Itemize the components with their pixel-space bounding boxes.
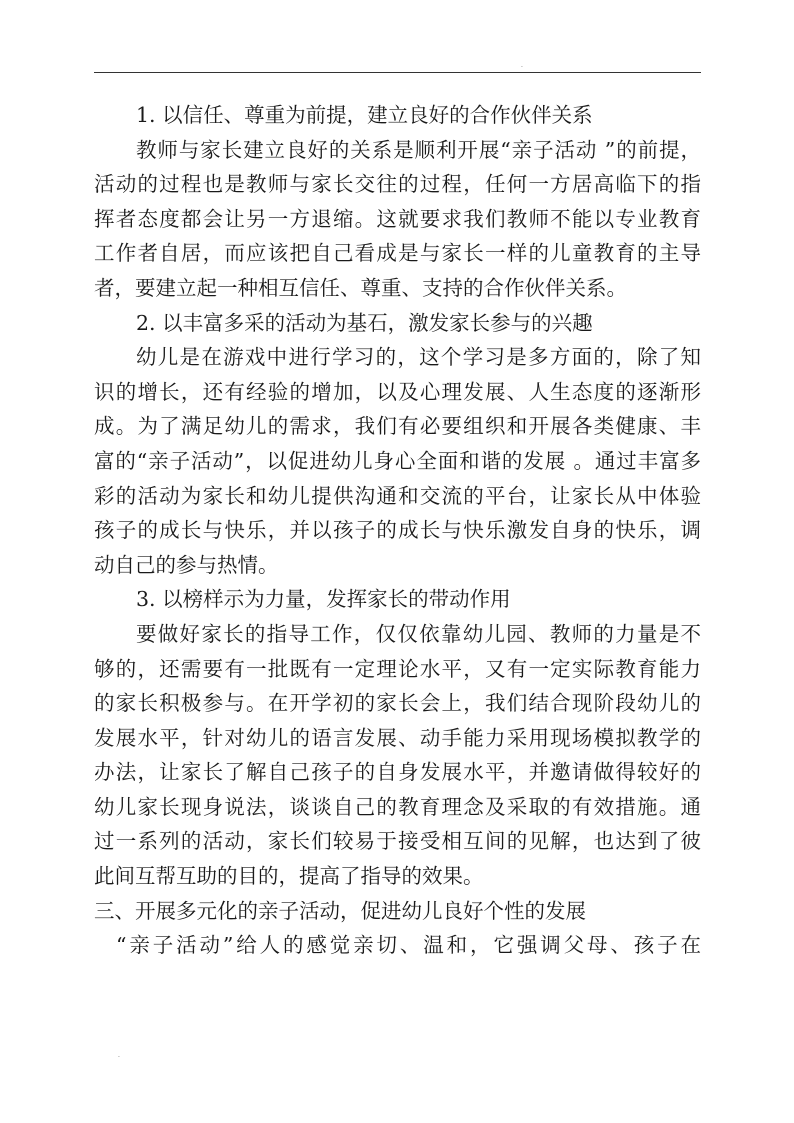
paragraph-line: 者，要建立起一种相互信任、尊重、支持的合作伙伴关系。 [94,275,627,300]
paragraph-line: 富的“亲子活动”，以促进幼儿身心全面和谐的发展 。通过丰富多 [94,448,701,473]
paragraph-line: 识的增长，还有经验的增加，以及心理发展、人生态度的逐渐形 [94,379,701,404]
paragraph-line: “亲子活动”给人的感觉亲切、温和，它强调父母、孩子在 [116,933,701,958]
heading-2: 2. 以丰富多采的活动为基石，激发家长参与的兴趣 [136,310,593,335]
paragraph-line: 彩的活动为家长和幼儿提供沟通和交流的平台，让家长从中体验 [94,483,701,508]
paragraph-line: 此间互帮互助的目的，提高了指导的效果。 [94,864,484,889]
paragraph-line: 办法，让家长了解自己孩子的自身发展水平，并邀请做得较好的 [94,760,701,785]
paragraph-line: 活动的过程也是教师与家长交往的过程，任何一方居高临下的指 [94,172,701,197]
header-rule [94,72,701,73]
footer-mark: . [118,1052,120,1059]
paragraph-line: 的家长积极参与。在开学初的家长会上，我们结合现阶段幼儿的 [94,691,701,716]
document-body [94,98,701,963]
paragraph-line: 工作者自居，而应该把自己看成是与家长一样的儿童教育的主导 [94,241,701,266]
paragraph-line: 幼儿家长现身说法，谈谈自己的教育理念及采取的有效措施。通 [94,794,701,819]
paragraph-line: 幼儿是在游戏中进行学习的，这个学习是多方面的，除了知 [136,345,701,370]
paragraph-line: 够的，还需要有一批既有一定理论水平，又有一定实际教育能力 [94,656,701,681]
paragraph-line: 挥者态度都会让另一方退缩。这就要求我们教师不能以专业教育 [94,206,701,231]
paragraph-line: 发展水平，针对幼儿的语言发展、动手能力采用现场模拟教学的 [94,725,701,750]
paragraph-line: 成。为了满足幼儿的需求，我们有必要组织和开展各类健康、丰 [94,414,701,439]
heading-1: 1. 以信任、尊重为前提，建立良好的合作伙伴关系 [136,103,593,127]
paragraph-line: 孩子的成长与快乐，并以孩子的成长与快乐激发自身的快乐，调 [94,518,701,543]
paragraph-line: 教师与家长建立良好的关系是顺利开展“亲子活动 ”的前提， [136,137,701,162]
header-mark: . [521,62,523,69]
paragraph-line: 动自己的参与热情。 [94,552,279,577]
paragraph-line: 要做好家长的指导工作，仅仅依靠幼儿园、教师的力量是不 [136,621,701,646]
paragraph-line: 过一系列的活动，家长们较易于接受相互间的见解，也达到了彼 [94,829,701,854]
heading-3: 3. 以榜样示为力量，发挥家长的带动作用 [136,587,511,612]
section-heading: 三、开展多元化的亲子活动，促进幼儿良好个性的发展 [94,898,586,923]
